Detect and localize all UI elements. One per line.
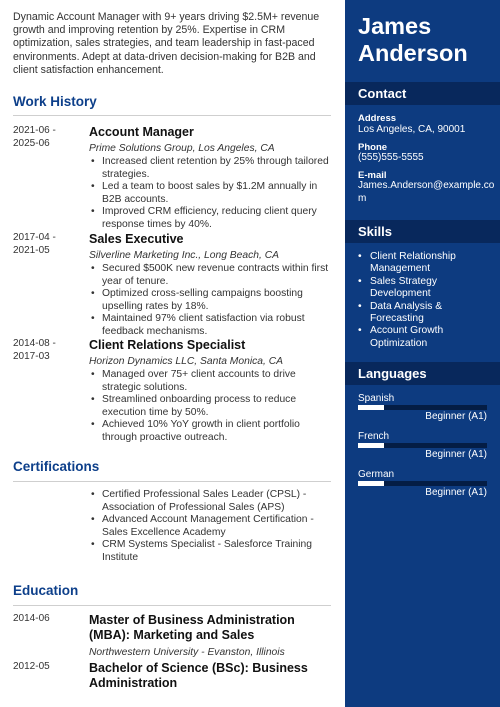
job-bullets (89, 263, 333, 339)
language-proficiency-fill (358, 405, 384, 410)
skill-item: • Account Growth Optimization (358, 325, 493, 350)
email-label: E-mail (358, 170, 387, 181)
bullet-item: • Increased client retention by 25% through tailored strategies. (89, 156, 333, 181)
divider (13, 115, 331, 116)
language-proficiency-fill (358, 443, 384, 448)
address-label: Address (358, 113, 397, 124)
email-link[interactable]: James.Anderson@example.com (358, 180, 495, 204)
phone-value: (555)555-5555 (358, 152, 424, 163)
language-level: Beginner (A1) (425, 487, 487, 498)
skills-heading: Skills (358, 224, 392, 239)
certification-item: • Certified Professional Sales Leader (CPSL) - Association of Professional Sales (APS) (89, 489, 335, 514)
skill-item: • Sales Strategy Development (358, 276, 493, 301)
skills-band (345, 220, 500, 243)
bullet-item: • Secured $500K new revenue contracts within first year of tenure. (89, 263, 333, 288)
language-proficiency-bar (358, 481, 487, 486)
contact-heading: Contact (358, 86, 407, 101)
education-heading: Education (13, 583, 79, 598)
job-title: Client Relations Specialist (89, 338, 246, 352)
language-proficiency-fill (358, 481, 384, 486)
bullet-item: • Maintained 97% client satisfaction via robust feedback mechanisms. (89, 313, 333, 338)
skills-list (358, 251, 493, 350)
skill-item: • Data Analysis & Forecasting (358, 301, 493, 326)
certification-item: • Advanced Account Management Certification - Sales Excellence Academy (89, 514, 335, 539)
job-dates: 2021-06 - 2025-06 (13, 125, 56, 149)
work-history-heading: Work History (13, 94, 97, 109)
job-title: Account Manager (89, 125, 194, 139)
bullet-item: • Managed over 75+ client accounts to drive strategic solutions. (89, 369, 333, 394)
job-company: Prime Solutions Group, Los Angeles, CA (89, 143, 275, 154)
bullet-item: • Streamlined onboarding process to reduce execution time by 50%. (89, 394, 333, 419)
language-level: Beginner (A1) (425, 411, 487, 422)
education-date: 2014-06 (13, 613, 50, 624)
job-company: Horizon Dynamics LLC, Santa Monica, CA (89, 356, 284, 367)
degree-title: Master of Business Administration (MBA): Marketing and Sales (89, 613, 295, 642)
languages-band (345, 362, 500, 385)
language-proficiency-bar (358, 405, 487, 410)
job-bullets (89, 369, 333, 445)
divider (13, 605, 331, 606)
job-title: Sales Executive (89, 232, 184, 246)
languages-heading: Languages (358, 366, 427, 381)
skill-item: • Client Relationship Management (358, 251, 493, 276)
language-level: Beginner (A1) (425, 449, 487, 460)
certification-item: • CRM Systems Specialist - Salesforce Training Institute (89, 539, 335, 564)
language-name: German (358, 469, 395, 480)
address-value: Los Angeles, CA, 90001 (358, 124, 466, 135)
language-name: French (358, 431, 390, 442)
job-dates: 2014-08 - 2017-03 (13, 338, 56, 362)
certifications-list (89, 489, 335, 565)
job-company: Silverline Marketing Inc., Long Beach, CA (89, 250, 280, 261)
contact-band (345, 82, 500, 105)
bullet-item: • Optimized cross-selling campaigns boosting upselling rates by 18%. (89, 288, 333, 313)
candidate-name: James Anderson (358, 13, 468, 66)
phone-label: Phone (358, 142, 388, 153)
summary-text: Dynamic Account Manager with 9+ years driving $2.5M+ revenue growth and improving retention by 25%. Expertise in CRM optimization, sales strategies, and team leadership in fast-paced environments. Adept at data-driven decision-making for B2B and client satisfaction enhancement. (13, 11, 320, 76)
language-proficiency-bar (358, 443, 487, 448)
degree-title: Bachelor of Science (BSc): Business Administration (89, 661, 308, 690)
school-name: Northwestern University - Evanston, Illinois (89, 647, 285, 658)
bullet-item: • Achieved 10% YoY growth in client portfolio through proactive outreach. (89, 419, 333, 444)
divider (13, 481, 331, 482)
bullet-item: • Led a team to boost sales by $1.2M annually in B2B accounts. (89, 181, 333, 206)
job-bullets (89, 156, 333, 232)
language-name: Spanish (358, 393, 395, 404)
sidebar (345, 0, 500, 707)
bullet-item: • Improved CRM efficiency, reducing client query response times by 40%. (89, 206, 333, 231)
education-date: 2012-05 (13, 661, 50, 672)
job-dates: 2017-04 - 2021-05 (13, 232, 56, 256)
certifications-heading: Certifications (13, 459, 100, 474)
